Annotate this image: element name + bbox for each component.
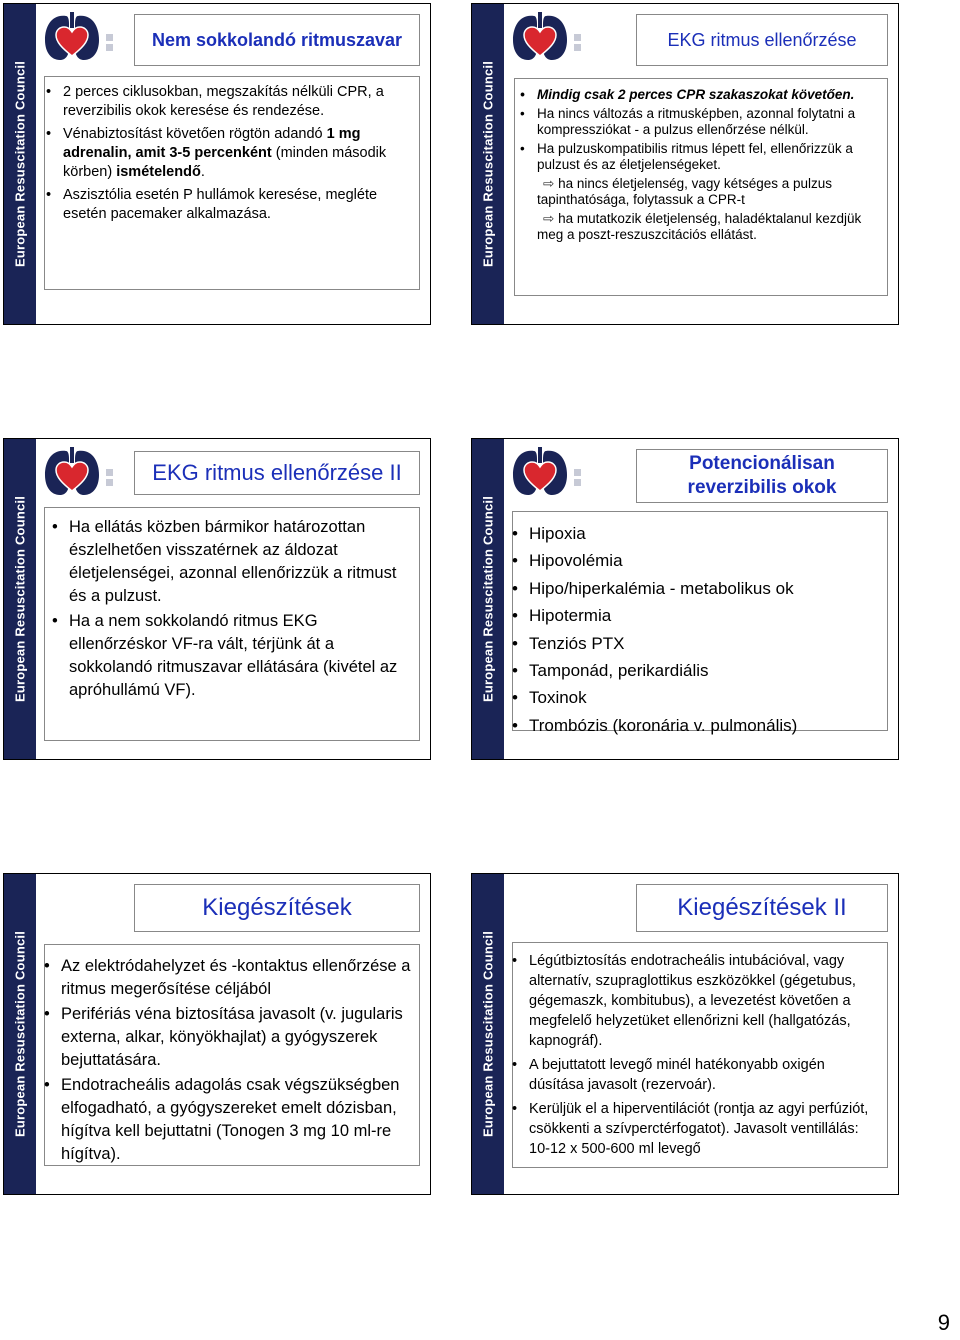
list-item: • 2 perces ciklusokban, megszakítás nélküli CPR, a reverzibilis okok keresése és rendezése. (63, 83, 411, 121)
list-item: • Az elektródahelyzet és -kontaktus ellenőrzése a ritmus megerősítése céljából (61, 955, 411, 1001)
slide-title-box (636, 884, 888, 932)
list-item: • Aszisztólia esetén P hullámok keresése, megléte esetén pacemaker alkalmazása. (63, 186, 411, 224)
list-item-lead: • Mindig csak 2 perces CPR szakaszokat követően. (537, 87, 879, 103)
erc-logo-icon (42, 445, 102, 499)
slide-content (44, 944, 420, 1166)
list-item: • Perifériás véna biztosítása javasolt (v. jugularis externa, alkar, könyökhajlat) a gyógyszerek bejuttatására. (61, 1003, 411, 1072)
decoration-dots (106, 34, 113, 54)
slide-title: EKG ritmus ellenőrzése (667, 29, 857, 50)
slide-header (36, 874, 430, 942)
list-item: • Ha ellátás közben bármikor határozottan észlelhetően visszatérnek az áldozat életjelenségei, azonnal ellenőrizzük a ritmust és a pulzust. (69, 516, 411, 608)
slide-kiegeszitesek-ii (471, 873, 899, 1195)
slide-title-box (134, 884, 420, 932)
decoration-dots (574, 469, 581, 489)
sidebar-label: European Resuscitation Council (12, 930, 28, 1138)
slide-kiegeszitesek (3, 873, 431, 1195)
list-item: • Légútbiztosítás endotracheális intubációval, vagy alternatív, szupraglottikus eszközökkel (gégetubus, gégemaszk, kombitubus), a levezetést követően a megfelelő helyzetüket ellenőrizni kell (hallgatózás, kapnográf). (529, 951, 879, 1051)
list-item: • Tenziós PTX (529, 630, 879, 657)
slide-content (514, 78, 888, 296)
slide-title: Nem sokkolandó ritmuszavar (151, 29, 403, 50)
slide-title: Kiegészítések II (677, 894, 847, 921)
list-item: • Hipotermia (529, 602, 879, 629)
slide-header (504, 439, 898, 507)
decoration-dots (106, 469, 113, 489)
slide-sidebar (4, 439, 36, 759)
list-item: • Ha a nem sokkolandó ritmus EKG ellenőrzéskor VF-ra vált, térjünk át a sokkolandó ritmuszavar ellátására (kivétel az apróhullámú VF). (69, 610, 411, 702)
slide-title: Kiegészítések (202, 894, 352, 921)
list-item: • Hipo/hiperkalémia - metabolikus ok (529, 575, 879, 602)
slide-ekg-ellenorzes (471, 3, 899, 325)
list-item: • Toxinok (529, 684, 879, 711)
slide-sidebar (4, 874, 36, 1194)
slide-header (36, 439, 430, 507)
list-item: • Hipoxia (529, 520, 879, 547)
list-item: • Ha pulzuskompatibilis ritmus lépett fel, ellenőrizzük a pulzust és az életjelenségeket. (537, 141, 879, 173)
slide-reverzibilis-okok (471, 438, 899, 760)
list-item: • Endotracheális adagolás csak végszükségben elfogadható, a gyógyszereket emelt dózisban, hígítva kell bejuttatni (Tonogen 3 mg 10 ml-re hígítva). (61, 1074, 411, 1166)
sidebar-label: European Resuscitation Council (12, 495, 28, 703)
slide-sidebar (472, 874, 504, 1194)
slide-nem-sokkolando (3, 3, 431, 325)
slide-header (504, 874, 898, 942)
list-item: • Tamponád, perikardiális (529, 657, 879, 684)
slide-title-box (134, 451, 420, 495)
slide-title-line1: Potencionálisan (689, 453, 835, 474)
slide-sidebar (472, 4, 504, 324)
list-item: • Vénabiztosítást követően rögtön adandó 1 mg adrenalin, amit 3-5 percenként (minden második körben) ismételendő. (63, 125, 411, 182)
list-item: • Hipovolémia (529, 547, 879, 574)
sidebar-label: European Resuscitation Council (480, 495, 496, 703)
erc-logo-icon (510, 10, 570, 64)
arrow-item: ⇨ ha nincs életjelenség, vagy kétséges a pulzus tapinthatósága, folytassuk a CPR-t (537, 176, 833, 207)
erc-logo-icon (510, 445, 570, 499)
slide-header (504, 4, 898, 72)
slide-title-line2: reverzibilis okok (687, 477, 837, 498)
arrow-item: ⇨ ha mutatkozik életjelenség, haladéktalanul kezdjük meg a poszt-reszuszcitációs ellátást. (537, 211, 862, 242)
page-number: 9 (937, 1310, 950, 1335)
list-item: • Trombózis (koronária v. pulmonális) (529, 712, 879, 739)
sidebar-label: European Resuscitation Council (480, 930, 496, 1138)
slide-title: EKG ritmus ellenőrzése II (152, 460, 402, 485)
slide-title-box (636, 14, 888, 66)
slide-title-box (636, 449, 888, 503)
slide-content (512, 942, 888, 1168)
list-item: • A bejuttatott levegő minél hatékonyabb oxigén dúsítása javasolt (rezervoár). (529, 1055, 879, 1095)
list-item: • Kerüljük el a hiperventilációt (rontja az agyi perfúziót, csökkenti a szívperctérfogatot). Javasolt ventillálás: 10-12 x 500-600 ml levegő (529, 1099, 879, 1159)
slide-sidebar (4, 4, 36, 324)
list-item: • Ha nincs változás a ritmusképben, azonnal folytatni a kompressziókat - a pulzus ellenőrzése nélkül. (537, 106, 879, 138)
arrow-right-icon: ⇨ (543, 211, 555, 227)
slide-content (44, 507, 420, 741)
sidebar-label: European Resuscitation Council (12, 60, 28, 268)
slide-title-box (134, 14, 420, 66)
slide-header (36, 4, 430, 72)
arrow-right-icon: ⇨ (543, 176, 555, 192)
slide-sidebar (472, 439, 504, 759)
slide-content (512, 511, 888, 735)
decoration-dots (574, 34, 581, 54)
slide-ekg-ellenorzes-ii (3, 438, 431, 760)
sidebar-label: European Resuscitation Council (480, 60, 496, 268)
erc-logo-icon (42, 10, 102, 64)
slide-content (44, 76, 420, 290)
